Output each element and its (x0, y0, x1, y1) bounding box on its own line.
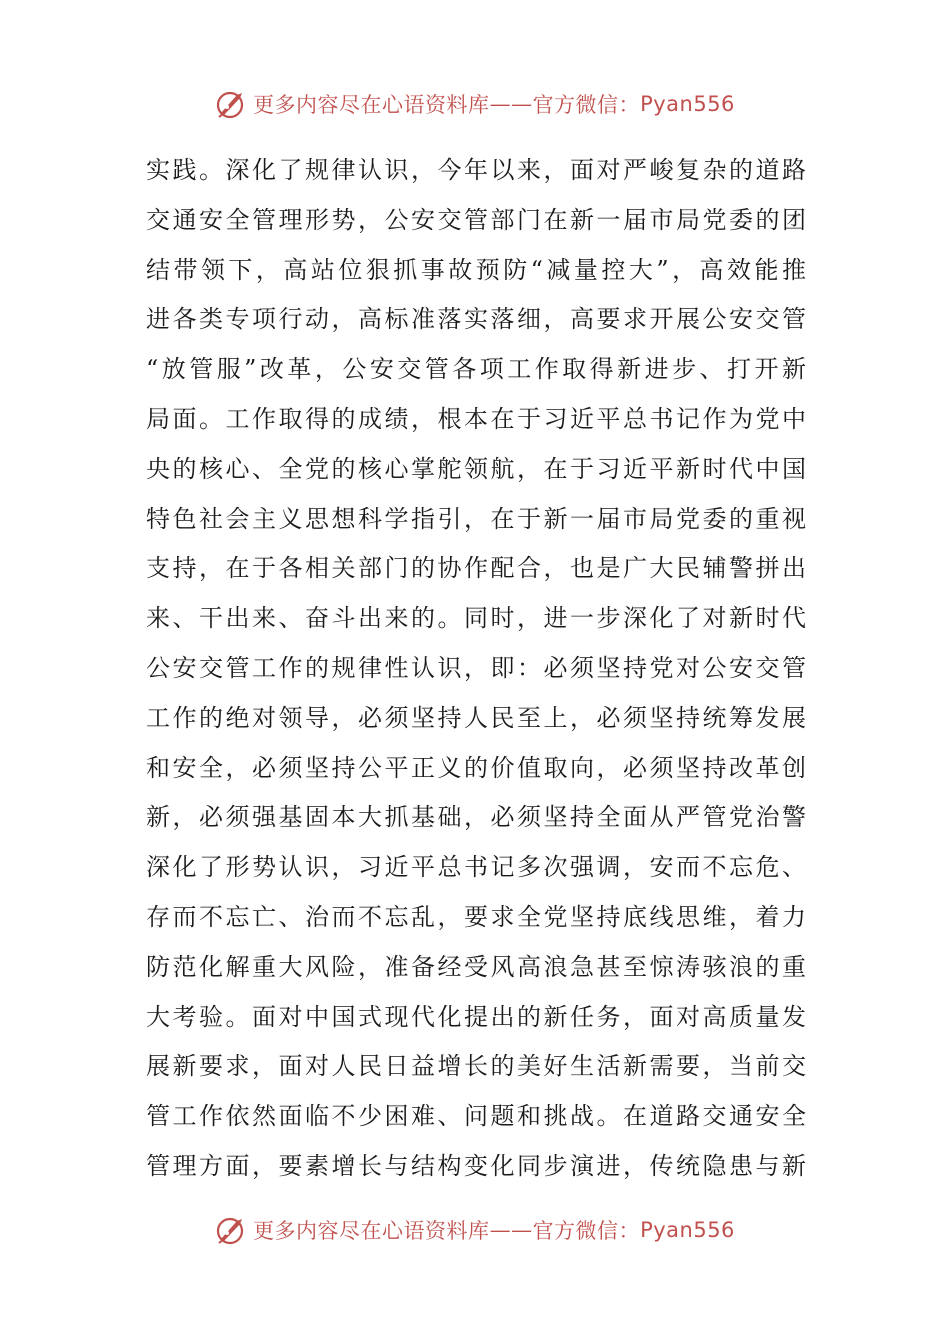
body-line: 工作的绝对领导，必须坚持人民至上，必须坚持统筹发展 (146, 703, 806, 732)
body-line: 进各类专项行动，高标准落实落细，高要求开展公安交管 (146, 305, 806, 334)
body-line: 央的核心、全党的核心掌舵领航，在于习近平新时代中国 (146, 454, 806, 483)
body-line: 深化了形势认识，习近平总书记多次强调，安而不忘危、 (146, 853, 806, 882)
body-line: 展新要求，面对人民日益增长的美好生活新需要，当前交 (146, 1052, 806, 1081)
header-separator: —— (489, 92, 533, 116)
footer-brand-text: 更多内容尽在心语资料库 (253, 1219, 490, 1243)
header-wechat-id: Pyan556 (640, 92, 735, 116)
footer-banner (0, 1210, 950, 1250)
body-line: 支持，在于各相关部门的协作配合，也是广大民辅警拼出 (146, 554, 806, 583)
body-line: 交通安全管理形势，公安交管部门在新一届市局党委的团 (146, 205, 806, 234)
body-line: 局面。工作取得的成绩，根本在于习近平总书记作为党中 (146, 404, 806, 433)
body-line: 存而不忘亡、治而不忘乱，要求全党坚持底线思维，着力 (146, 902, 806, 931)
footer-wechat-id: Pyan556 (640, 1218, 735, 1242)
body-line: “放管服”改革，公安交管各项工作取得新进步、打开新 (146, 355, 806, 384)
body-line: 和安全，必须坚持公平正义的价值取向，必须坚持改革创 (146, 753, 806, 782)
footer-separator: —— (489, 1218, 533, 1242)
body-line: 特色社会主义思想科学指引，在于新一届市局党委的重视 (146, 504, 806, 533)
body-line: 实践。深化了规律认识，今年以来，面对严峻复杂的道路 (146, 156, 806, 184)
body-line: 管工作依然面临不少困难、问题和挑战。在道路交通安全 (146, 1102, 806, 1131)
pen-quill-logo-icon (215, 87, 249, 121)
footer-wechat-label: 官方微信： (532, 1219, 641, 1243)
body-line: 来、干出来、奋斗出来的。同时，进一步深化了对新时代 (146, 604, 806, 633)
header-wechat-label: 官方微信： (532, 93, 641, 117)
document-body (146, 146, 806, 1192)
body-line: 大考验。面对中国式现代化提出的新任务，面对高质量发 (146, 1002, 806, 1031)
body-line: 管理方面，要素增长与结构变化同步演进，传统隐患与新 (146, 1151, 806, 1180)
body-line: 防范化解重大风险，准备经受风高浪急甚至惊涛骇浪的重 (146, 952, 806, 981)
header-brand-text: 更多内容尽在心语资料库 (253, 93, 490, 117)
body-line: 公安交管工作的规律性认识，即：必须坚持党对公安交管 (146, 653, 806, 682)
body-line: 结带领下，高站位狠抓事故预防“减量控大”，高效能推 (146, 255, 806, 284)
header-banner (0, 84, 950, 124)
body-line: 新，必须强基固本大抓基础，必须坚持全面从严管党治警 (146, 803, 806, 832)
pen-quill-logo-icon (215, 1213, 249, 1247)
